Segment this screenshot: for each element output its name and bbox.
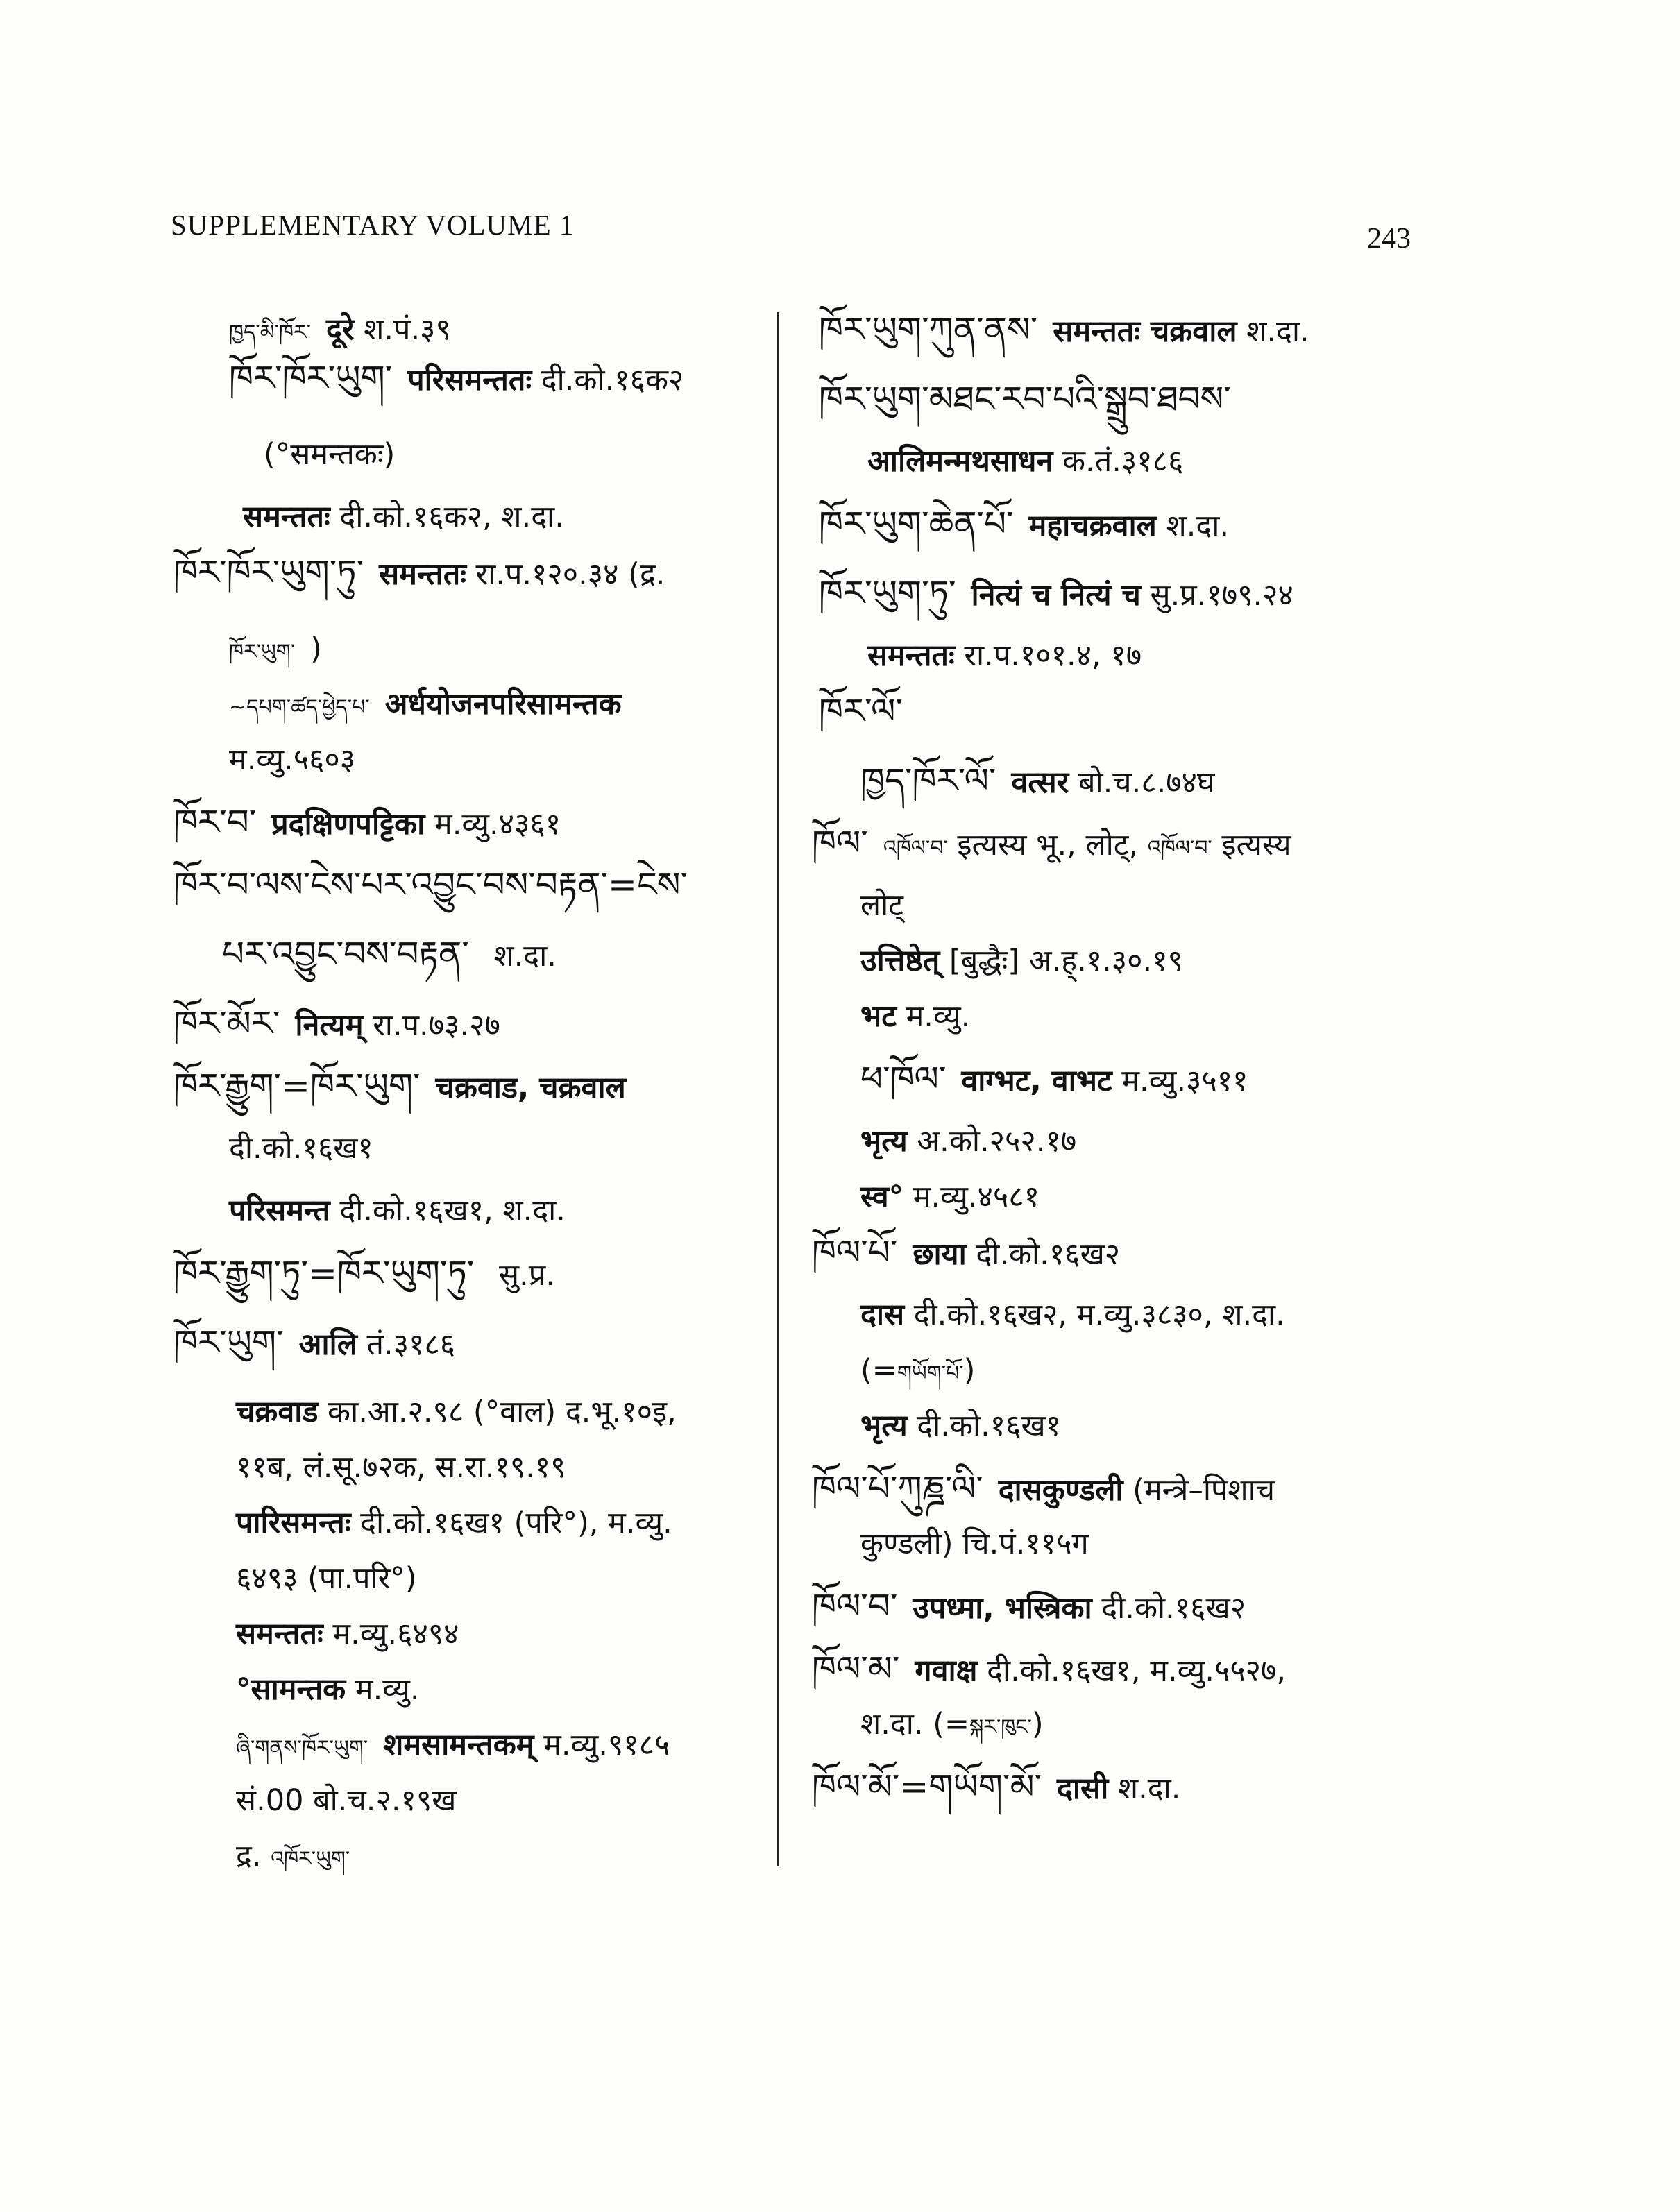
gloss-text: दी.को.१६ख१ — [907, 1409, 1062, 1443]
dictionary-line — [264, 430, 395, 484]
sanskrit-equivalent: समन्ततः चक्रवाल — [1053, 314, 1237, 349]
gloss-text: श.दा. — [484, 939, 557, 973]
dictionary-line — [236, 1610, 459, 1664]
gloss-text: श.दा. — [1237, 314, 1309, 349]
dictionary-line — [812, 1644, 1286, 1699]
gloss-text: (°समन्तकः) — [264, 437, 396, 472]
sanskrit-equivalent: नित्यम् — [295, 1008, 364, 1043]
gloss-text: म.व्यु.४३६१ — [425, 807, 561, 842]
gloss-text: म.व्यु.३५११ — [1112, 1064, 1248, 1098]
dictionary-line — [860, 1346, 975, 1400]
gloss-text: दी.को.१६ख१, म.व्यु.५५२७, — [977, 1653, 1287, 1688]
tibetan-headword: ཁོར་ཡུག་ — [173, 1322, 284, 1363]
tibetan-headword: པར་འབྱུང་བས་བརྟན་ — [222, 934, 469, 974]
dictionary-line — [173, 1249, 555, 1303]
dictionary-line — [819, 569, 1293, 623]
tibetan-headword: ཁོལ་པོ་ — [812, 1232, 898, 1273]
dictionary-line — [860, 1520, 1089, 1574]
dictionary-line — [860, 1291, 1285, 1345]
sanskrit-equivalent: वत्सर — [1011, 765, 1069, 800]
sanskrit-equivalent: प्रदक्षिणपट्टिका — [271, 807, 425, 842]
page-number: 243 — [1367, 223, 1411, 255]
sanskrit-equivalent: समन्ततः — [236, 1617, 323, 1651]
dictionary-line — [819, 500, 1229, 554]
tibetan-headword: ཁོར་ཁོར་ཡུག་ཏུ་ — [173, 552, 364, 593]
gloss-text: का.आ.२.९८ (°वाल) द.भू.१०इ, — [318, 1395, 677, 1429]
dictionary-line — [229, 1124, 373, 1178]
dictionary-line — [173, 1318, 455, 1372]
gloss-text: म.व्यु. — [896, 999, 971, 1034]
dictionary-line — [236, 1721, 670, 1775]
gloss-text: सु.प्र.१७९.२४ — [1140, 578, 1293, 613]
tibetan-headword: ཁོར་ཡུག་ — [229, 640, 296, 664]
tibetan-headword: ཁོར་རྒྱུག་=ཁོར་ཡུག་ — [173, 1066, 421, 1106]
sanskrit-equivalent: चक्रवाड, चक्रवाल — [435, 1071, 626, 1105]
dictionary-line — [812, 1762, 1180, 1817]
dictionary-line — [229, 680, 622, 734]
dictionary-line — [860, 992, 970, 1046]
dictionary-line — [867, 631, 1142, 686]
sanskrit-equivalent: समन्ततः — [867, 638, 955, 673]
tibetan-headword: ~དཔག་ཚད་ཕྱེད་པ་ — [229, 695, 370, 720]
tibetan-headword: ཁོལ་མོ་=གཡོག་མོ་ — [812, 1767, 1042, 1807]
tibetan-headword: ཁོར་བ་ལས་ངེས་པར་འབྱུང་བས་བརྟན་=ངེས་ — [173, 865, 688, 905]
gloss-text: ) — [963, 1353, 976, 1388]
gloss-text: रा.प.१०१.४, १७ — [954, 638, 1142, 673]
gloss-text: ६४९३ (पा.परि°) — [236, 1561, 417, 1596]
sanskrit-equivalent: महाचक्रवाल — [1028, 509, 1157, 543]
tibetan-headword: ཁོར་རྒྱུག་ཏུ་=ཁོར་ཡུག་ཏུ་ — [173, 1253, 475, 1293]
dictionary-line — [812, 1464, 1275, 1518]
sanskrit-equivalent: उत्तिष्ठेत् — [860, 944, 940, 978]
gloss-text: दी.को.१६ख२, म.व्यु.३८३०, श.दा. — [904, 1298, 1285, 1332]
gloss-text: सं.00 बो.च.२.१९ख — [236, 1783, 457, 1818]
sanskrit-equivalent: आलिमन्मथसाधन — [867, 444, 1053, 479]
dictionary-line — [819, 305, 1309, 359]
gloss-text: श.दा. — [1156, 509, 1230, 543]
sanskrit-equivalent: आलि — [298, 1327, 357, 1362]
dictionary-line — [867, 437, 1183, 491]
gloss-text: म.व्यु.९१८५ — [534, 1728, 670, 1762]
gloss-text: ११ब, लं.सू.७२क, स.रा.१९.१९ — [236, 1450, 566, 1485]
dictionary-line — [860, 1700, 1044, 1754]
dictionary-line — [860, 937, 1183, 991]
sanskrit-equivalent: परिसमन्ततः — [407, 363, 532, 398]
dictionary-line — [236, 1388, 677, 1442]
dictionary-line — [860, 1402, 1061, 1456]
gloss-text: दी.को.१६ख१ — [229, 1131, 373, 1166]
dictionary-line — [860, 1055, 1248, 1109]
gloss-text: म.व्यु.५६०३ — [229, 742, 356, 777]
sanskrit-equivalent: उपध्मा, भस्त्रिका — [913, 1591, 1092, 1626]
dictionary-line — [236, 1832, 350, 1886]
running-header: SUPPLEMENTARY VOLUME 1 — [171, 209, 575, 241]
sanskrit-equivalent: भृत्य — [860, 1124, 908, 1159]
gloss-text: दी.को.१६ख१ (परि°), म.व्यु. — [350, 1506, 672, 1540]
sanskrit-equivalent: समन्ततः — [379, 557, 466, 592]
sanskrit-equivalent: दास — [860, 1298, 905, 1332]
gloss-text: ) — [1031, 1707, 1044, 1742]
tibetan-headword: ཁོར་བ་ — [173, 802, 257, 842]
sanskrit-equivalent: भट — [860, 999, 897, 1034]
sanskrit-equivalent: स्व° — [860, 1180, 904, 1214]
tibetan-headword: ཕ་ཁོལ་ — [860, 1059, 947, 1099]
sanskrit-equivalent: नित्यं च नित्यं च — [971, 578, 1141, 613]
tibetan-headword: ཁོར་ཡུག་མཐང་རབ་པའི་སྒྲུབ་ཐབས་ — [819, 379, 1231, 419]
tibetan-headword: ཁྱད་མི་ཁོར་ — [229, 321, 312, 345]
gloss-text: दी.को.१६ख१, श.दा. — [330, 1193, 566, 1228]
dictionary-line — [173, 798, 561, 852]
tibetan-headword: ཁོལ་མ་ — [812, 1649, 900, 1689]
sanskrit-equivalent: भृत्य — [860, 1409, 908, 1443]
gloss-text: द्र. — [236, 1839, 271, 1873]
tibetan-headword: ཁོལ་པོ་ཀུཎྜ་ལི་ — [812, 1468, 983, 1508]
column-divider — [777, 312, 779, 1866]
gloss-text: इत्यस्य — [1212, 828, 1291, 862]
dictionary-line — [222, 930, 557, 984]
tibetan-headword: ཁོར་ཁོར་ཡུག་ — [229, 358, 393, 398]
dictionary-line — [236, 1554, 417, 1608]
sanskrit-equivalent: शमसामन्तकम् — [383, 1728, 534, 1762]
tibetan-headword: སྐར་ཁུང་ — [969, 1715, 1032, 1739]
gloss-text: दी.को.१६क२ — [532, 363, 684, 398]
dictionary-line — [173, 548, 665, 602]
dictionary-line — [173, 999, 500, 1053]
gloss-text: सु.प्र. — [489, 1258, 555, 1293]
gloss-text: रा.प.७३.२७ — [363, 1008, 500, 1043]
tibetan-headword: ཞི་གནས་ཁོར་ཡུག་ — [236, 1736, 368, 1760]
dictionary-line — [860, 1117, 1076, 1171]
tibetan-headword: ཁོལ་བ་ — [812, 1586, 898, 1626]
tibetan-headword: ཁོར་ཡུག་ཀུན་ནས་ — [819, 309, 1038, 350]
sanskrit-equivalent: गवाक्ष — [915, 1653, 978, 1688]
tibetan-headword: ཁོར་ཡུག་ཆེན་པོ་ — [819, 504, 1014, 544]
dictionary-line — [819, 375, 1246, 429]
sanskrit-equivalent: चक्रवाड — [236, 1395, 319, 1429]
tibetan-inline: འཁོལ་བ་ — [1147, 836, 1212, 860]
sanskrit-equivalent: छाया — [913, 1237, 967, 1272]
tibetan-headword: ཁོར་ལོ་ — [819, 691, 903, 731]
gloss-text: (मन्त्रे–पिशाच — [1123, 1473, 1275, 1508]
dictionary-line — [236, 1665, 420, 1719]
dictionary-line — [173, 1062, 626, 1116]
gloss-text: अ.को.२५२.१७ — [907, 1124, 1077, 1159]
gloss-text: (= — [860, 1353, 897, 1388]
dictionary-line — [243, 493, 564, 547]
dictionary-line — [173, 860, 703, 914]
gloss-text: म.व्यु.६४९४ — [323, 1617, 459, 1651]
sanskrit-equivalent: दूरे — [326, 312, 355, 347]
dictionary-line — [860, 756, 1214, 810]
gloss-text: दी.को.१६ख२ — [966, 1237, 1121, 1272]
tibetan-headword: འཁོར་ཡུག་ — [271, 1847, 350, 1871]
sanskrit-equivalent: अर्धयोजनपरिसामन्तक — [384, 687, 622, 722]
dictionary-line — [229, 1186, 566, 1241]
gloss-text: इत्यस्य भू., लोट्, — [947, 828, 1148, 862]
dictionary-line — [236, 1776, 456, 1830]
gloss-text: क.तं.३१८६ — [1053, 444, 1184, 479]
dictionary-line — [229, 354, 684, 408]
tibetan-inline: འཁོལ་བ་ — [883, 836, 948, 860]
dictionary-line — [812, 1228, 1120, 1282]
gloss-text: [बुद्धैः] अ.ह्.१.३०.१९ — [940, 944, 1183, 978]
gloss-text: दी.को.१६क२, श.दा. — [330, 500, 564, 534]
gloss-text: श.दा. — [1108, 1771, 1181, 1806]
sanskrit-equivalent: दासकुण्डली — [998, 1473, 1123, 1508]
gloss-text: श.पं.३९ — [354, 312, 451, 347]
gloss-text: दी.को.१६ख२ — [1092, 1591, 1246, 1626]
tibetan-headword: ཁོལ་ — [812, 823, 868, 863]
gloss-text: कुण्डली) चि.पं.११५ग — [860, 1526, 1089, 1561]
dictionary-line — [236, 1499, 672, 1553]
dictionary-line — [812, 819, 1291, 873]
gloss-text: लोट् — [860, 888, 903, 923]
dictionary-line — [860, 881, 903, 935]
gloss-text: म.व्यु.४५८१ — [903, 1180, 1040, 1214]
sanskrit-equivalent: समन्ततः — [243, 500, 330, 534]
sanskrit-equivalent: पारिसमन्तः — [236, 1506, 351, 1540]
dictionary-line — [236, 1443, 566, 1497]
tibetan-headword: ཁོར་ཡུག་ཏུ་ — [819, 573, 956, 613]
dictionary-line — [229, 624, 322, 679]
dictionary-line — [819, 687, 918, 741]
gloss-text: श.दा. (= — [860, 1707, 970, 1742]
sanskrit-equivalent: वाग्भट, वाभट — [961, 1064, 1112, 1098]
gloss-text: रा.प.१२०.३४ (द्र. — [466, 557, 665, 592]
sanskrit-equivalent: परिसमन्त — [229, 1193, 330, 1228]
gloss-text: म.व्यु. — [346, 1672, 420, 1707]
gloss-text: ) — [310, 631, 322, 666]
sanskrit-equivalent: °सामन्तक — [236, 1672, 346, 1707]
dictionary-line — [812, 1582, 1246, 1636]
gloss-text: बो.च.८.७४घ — [1069, 765, 1215, 800]
tibetan-headword: གཡོག་པོ་ — [897, 1361, 964, 1386]
sanskrit-equivalent: दासी — [1057, 1771, 1109, 1806]
dictionary-line — [229, 735, 355, 790]
gloss-text: तं.३१८६ — [357, 1327, 456, 1362]
tibetan-headword: ཁྱད་ཁོར་ལོ་ — [860, 760, 996, 801]
dictionary-line — [860, 1173, 1040, 1227]
dictionary-line — [229, 305, 451, 359]
tibetan-headword: ཁོར་མོར་ — [173, 1003, 280, 1044]
